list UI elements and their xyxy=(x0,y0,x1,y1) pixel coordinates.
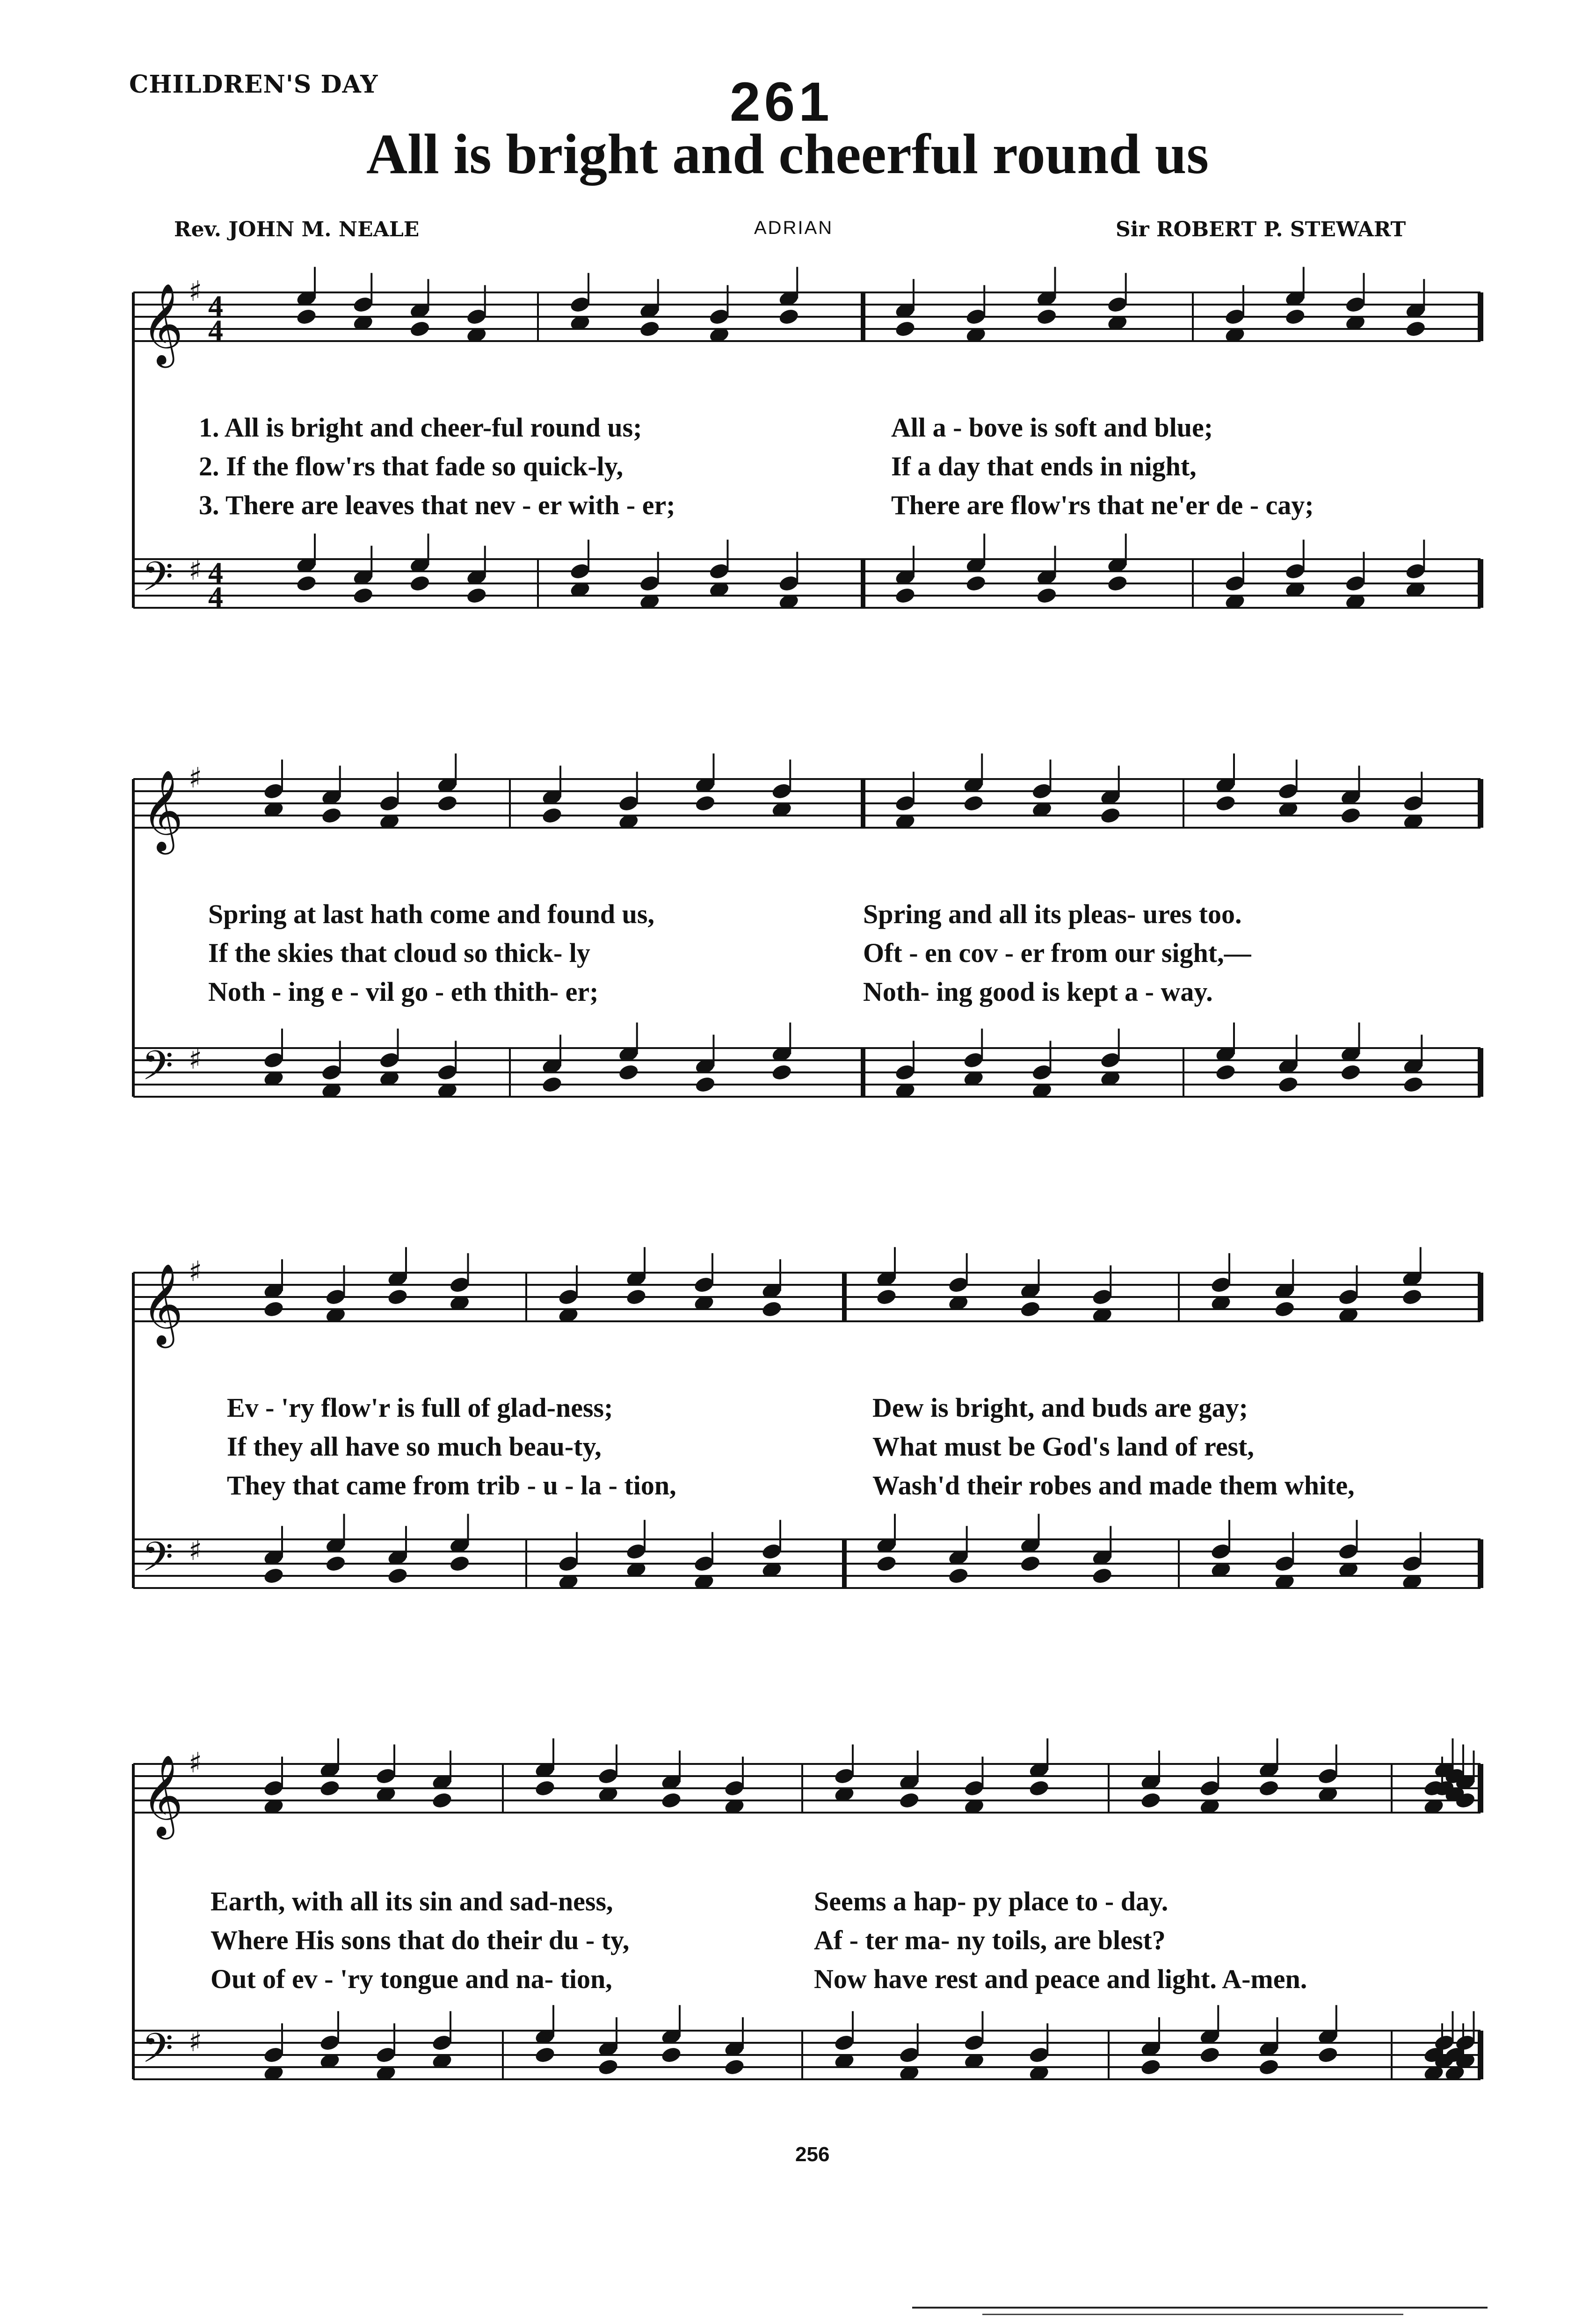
note-head xyxy=(1258,2058,1280,2076)
lyric-left: 2. If the flow'rs that fade so quick-ly, xyxy=(199,451,624,481)
lyric-right: Dew is bright, and buds are gay; xyxy=(872,1392,1248,1423)
note-head xyxy=(625,1288,647,1306)
lyric-right: Seems a hap- py place to - day. xyxy=(814,1886,1169,1916)
lyric-left: Ev - 'ry flow'r is full of glad-ness; xyxy=(227,1392,613,1423)
treble-clef: 𝄞 xyxy=(142,283,183,364)
note-head xyxy=(771,1063,793,1082)
note-head xyxy=(262,1300,284,1319)
note-head xyxy=(541,1075,563,1094)
lyric-left: If the skies that cloud so thick- ly xyxy=(208,938,590,968)
note-head xyxy=(1317,2046,1339,2064)
sharp-sign: ♯ xyxy=(189,1747,203,1779)
note-head xyxy=(617,1063,639,1082)
note-head xyxy=(534,2046,556,2064)
note-head xyxy=(875,1554,897,1573)
lyric-line xyxy=(199,489,1499,522)
note-head xyxy=(1214,794,1236,813)
note-head xyxy=(1214,1063,1236,1082)
note-head xyxy=(723,2058,745,2076)
tune-name: ADRIAN xyxy=(754,218,834,238)
sharp-sign: ♯ xyxy=(189,1534,203,1567)
note-head xyxy=(694,1075,716,1094)
sharp-sign: ♯ xyxy=(189,762,203,794)
note-head xyxy=(1091,1566,1113,1585)
time-signature: 4 xyxy=(208,556,223,589)
note-head xyxy=(660,2046,682,2064)
note-head xyxy=(534,1779,556,1798)
note-head xyxy=(898,1791,920,1810)
lyric-left: They that came from trib - u - la - tion, xyxy=(227,1470,676,1501)
time-signature: 4 xyxy=(208,289,223,322)
hymn-number: 261 xyxy=(730,71,833,133)
sharp-sign: ♯ xyxy=(189,1255,203,1288)
note-head xyxy=(1140,2058,1161,2076)
lyric-line xyxy=(210,1924,1520,1957)
bass-clef: 𝄢 xyxy=(142,1042,174,1099)
lyric-line xyxy=(208,976,1509,1009)
note-head xyxy=(541,806,563,825)
lyric-left: Earth, with all its sin and sad-ness, xyxy=(210,1886,613,1916)
sharp-sign: ♯ xyxy=(189,2025,203,2058)
note-head xyxy=(409,574,431,593)
footer-rule xyxy=(912,2307,1488,2309)
bass-clef: 𝄢 xyxy=(142,1533,174,1590)
lyric-left: 3. There are leaves that nev - er with - er; xyxy=(199,490,675,520)
treble-clef: 𝄞 xyxy=(142,1755,183,1836)
note-head xyxy=(1284,307,1306,326)
bass-clef: 𝄢 xyxy=(142,553,174,610)
lyricist-credit: Rev. JOHN M. NEALE xyxy=(174,218,420,241)
section-label: CHILDREN'S DAY xyxy=(129,70,378,99)
lyric-left: Noth - ing e - vil go - eth thith- er; xyxy=(208,976,599,1007)
note-head xyxy=(465,586,487,605)
note-head xyxy=(947,1566,969,1585)
composer-credit: Sir ROBERT P. STEWART xyxy=(1116,218,1406,241)
note-head xyxy=(761,1300,783,1319)
note-head xyxy=(1405,320,1427,338)
note-head xyxy=(319,1779,341,1798)
note-head xyxy=(262,1566,284,1585)
lyric-left: Out of ev - 'ry tongue and na- tion, xyxy=(210,1964,612,1994)
note-head xyxy=(1019,1300,1041,1319)
lyric-left: Where His sons that do their du - ty, xyxy=(210,1925,630,1955)
note-head xyxy=(660,1791,682,1810)
lyric-line xyxy=(210,1963,1520,1996)
lyric-right: There are flow'rs that ne'er de - cay; xyxy=(891,490,1314,520)
sharp-sign: ♯ xyxy=(189,1043,203,1076)
note-head xyxy=(1258,1779,1280,1798)
note-head xyxy=(1140,1791,1161,1810)
note-head xyxy=(325,1554,347,1573)
note-head xyxy=(875,1288,897,1306)
bass-clef: 𝄢 xyxy=(142,2025,174,2082)
lyric-line xyxy=(227,1470,1527,1502)
lyric-line xyxy=(210,1886,1520,1918)
note-head xyxy=(386,1566,408,1585)
lyric-line xyxy=(227,1392,1527,1425)
time-signature: 4 xyxy=(208,313,223,347)
note-head xyxy=(597,2058,619,2076)
note-head xyxy=(386,1288,408,1306)
lyric-left: If they all have so much beau-ty, xyxy=(227,1431,602,1462)
lyric-line xyxy=(208,898,1509,931)
note-head xyxy=(894,586,916,605)
note-head xyxy=(1036,586,1058,605)
note-head xyxy=(409,320,431,338)
lyric-right: Af - ter ma- ny toils, are blest? xyxy=(814,1925,1166,1955)
note-head xyxy=(778,307,800,326)
hymn-title: All is bright and cheerful round us xyxy=(366,123,1209,186)
note-head xyxy=(1028,1779,1050,1798)
lyric-line xyxy=(199,412,1499,444)
treble-clef: 𝄞 xyxy=(142,1263,183,1345)
note-head xyxy=(1099,806,1121,825)
note-head xyxy=(1402,1075,1424,1094)
lyric-line xyxy=(227,1431,1527,1464)
sharp-sign: ♯ xyxy=(189,554,203,587)
lyric-left: Spring at last hath come and found us, xyxy=(208,899,654,929)
note-head xyxy=(1019,1554,1041,1573)
note-head xyxy=(436,794,458,813)
treble-clef: 𝄞 xyxy=(142,770,183,851)
lyric-right: If a day that ends in night, xyxy=(891,451,1197,481)
lyric-right: Spring and all its pleas- ures too. xyxy=(863,899,1242,929)
page-number: 256 xyxy=(795,2143,830,2166)
note-head xyxy=(295,307,317,326)
note-head xyxy=(1199,2046,1221,2064)
note-head xyxy=(694,794,716,813)
note-head xyxy=(1277,1075,1299,1094)
sharp-sign: ♯ xyxy=(189,275,203,308)
lyric-left: 1. All is bright and cheer-ful round us; xyxy=(199,412,642,443)
note-head xyxy=(1106,574,1128,593)
note-head xyxy=(639,320,660,338)
note-head xyxy=(449,1554,471,1573)
footer-rule xyxy=(982,2314,1403,2315)
note-head xyxy=(295,574,317,593)
note-head xyxy=(1036,307,1058,326)
note-head xyxy=(963,794,985,813)
time-signature: 4 xyxy=(208,580,223,613)
note-head xyxy=(352,586,374,605)
note-head xyxy=(1340,806,1362,825)
lyric-right: Noth- ing good is kept a - way. xyxy=(863,976,1213,1007)
note-head xyxy=(1340,1063,1362,1082)
note-head xyxy=(1274,1300,1296,1319)
note-head xyxy=(894,320,916,338)
lyric-right: All a - bove is soft and blue; xyxy=(891,412,1213,443)
lyric-line xyxy=(208,937,1509,970)
lyric-right: Now have rest and peace and light. A-men. xyxy=(814,1964,1307,1994)
note-head xyxy=(1401,1288,1423,1306)
lyric-right: What must be God's land of rest, xyxy=(872,1431,1254,1462)
note-head xyxy=(320,806,342,825)
lyric-line xyxy=(199,451,1499,483)
lyric-right: Wash'd their robes and made them white, xyxy=(872,1470,1355,1501)
note-head xyxy=(431,1791,453,1810)
note-head xyxy=(965,574,987,593)
lyric-right: Oft - en cov - er from our sight,— xyxy=(863,938,1251,968)
